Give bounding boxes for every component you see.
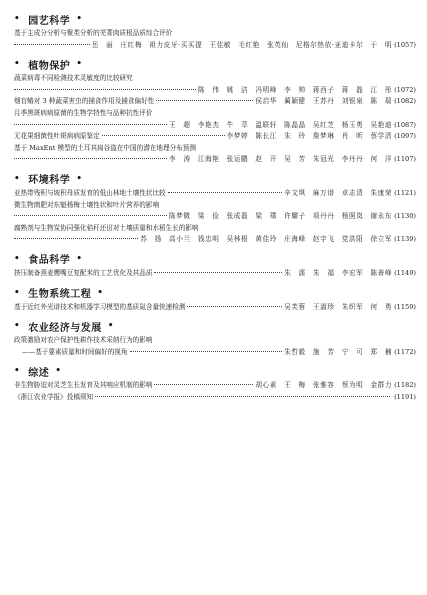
toc-entry[interactable] — [14, 73, 416, 85]
entry-authors: 朱 濡 朱 福 李宏军 陈善峰 — [284, 268, 393, 277]
bullet-icon: • — [76, 59, 83, 70]
entry-authors: 吴芙蓉 王淑珍 朱织军 何 勇 — [284, 302, 393, 311]
toc-entry[interactable] — [14, 211, 416, 223]
section-title: 园艺科学 — [28, 15, 71, 27]
toc-entry[interactable] — [14, 188, 416, 200]
leader-dots — [14, 238, 138, 239]
entry-title: 《浙江农业学报》投稿须知 — [14, 392, 94, 401]
entry-title: ——基于要素质量和时间偏好的视角 — [22, 347, 128, 356]
entry-title: 基于主成分分析与聚类分析的芜菁肉质根品质综合评价 — [14, 29, 173, 37]
entry-page: (1172) — [394, 347, 416, 356]
entry-title: 月季黑斑病病原菌的生物学特性与品种抗性评价 — [14, 108, 153, 117]
toc-entry[interactable] — [14, 392, 416, 404]
entry-page: (1057) — [394, 40, 416, 49]
section-heading — [14, 55, 416, 73]
toc-entry[interactable] — [14, 40, 416, 52]
entry-title: 无花果细菌性叶斑病病原鉴定 — [14, 132, 100, 141]
toc-entry[interactable] — [14, 154, 416, 166]
entry-page: (1107) — [394, 155, 416, 164]
bullet-icon: • — [14, 173, 21, 184]
leader-dots — [154, 272, 282, 273]
entry-page: (1087) — [394, 120, 416, 129]
leader-dots — [168, 192, 283, 193]
toc-entry[interactable] — [14, 335, 416, 347]
leader-dots — [130, 351, 283, 352]
section-title: 综述 — [28, 367, 50, 379]
toc-entry[interactable] — [14, 108, 416, 120]
leader-dots — [14, 158, 167, 159]
entry-page: (1130) — [394, 212, 416, 221]
toc-entry[interactable] — [14, 380, 416, 392]
entry-authors: 胡心素 王 梅 张雅容 蔡为明 金群力 — [255, 381, 393, 390]
bullet-icon: • — [14, 253, 21, 264]
entry-page: (1191) — [394, 392, 416, 401]
toc-entry[interactable] — [14, 347, 416, 359]
bullet-icon: • — [55, 366, 62, 377]
entry-page: (1072) — [394, 85, 416, 94]
entry-title: 烟盲蝽对 3 种蔬菜害虫的捕食作用及捕食偏好性 — [14, 97, 155, 106]
entry-title: 挤压制备燕麦鹰嘴豆复配米的工艺优化及其品质 — [14, 268, 153, 277]
toc-entry[interactable] — [14, 223, 416, 235]
section-heading — [14, 10, 416, 28]
bullet-icon: • — [76, 14, 83, 24]
section-title: 生物系统工程 — [28, 289, 92, 300]
entry-authors: 侯启华 蔺颖健 王苏丹 刘银泉 陈 瑞 — [255, 97, 393, 106]
table-of-contents — [14, 6, 416, 403]
entry-title: 非生物胁迫对灵芝生长发育及其响应机制的影响 — [14, 381, 153, 390]
leader-dots — [14, 44, 90, 45]
toc-entry[interactable] — [14, 302, 416, 314]
toc-entry[interactable] — [14, 85, 416, 97]
leader-dots — [156, 100, 253, 101]
entry-authors: 苏 扬 高小兰 钱忠明 吴林根 黄佳玲 庄海峰 赵宇飞 党洪阳 徐立军 — [140, 235, 393, 244]
section-title: 环境科学 — [28, 175, 71, 187]
entry-page: (1149) — [394, 268, 416, 277]
section-title: 植物保护 — [28, 60, 71, 72]
toc-entry[interactable] — [14, 96, 416, 108]
entry-title: 腐熟剂与生物炭协同强化秸秆还田对土壤质量和水稻生长的影响 — [14, 223, 199, 232]
entry-authors: 李 涛 江海艳 张运鹏 赵 开 吴 芳 朱冠光 李丹丹 何 洋 — [169, 155, 393, 164]
bullet-icon: • — [76, 173, 83, 184]
leader-dots — [95, 396, 390, 397]
entry-title: 蔬菜病毒不同检测技术灵敏度的比较研究 — [14, 74, 133, 83]
bullet-icon: • — [14, 287, 21, 298]
bullet-icon: • — [14, 321, 21, 332]
toc-entry[interactable] — [14, 234, 416, 246]
entry-title: 基于 MaxEnt 模型的土耳其扁谷盗在中国的潜在地理分布预测 — [14, 143, 196, 152]
toc-entry[interactable] — [14, 28, 416, 40]
entry-title: 亚热带残积与坡积母质发育的低山林地土壤性状比较 — [14, 188, 166, 197]
section-heading — [14, 284, 416, 302]
entry-authors: 陈 伟 姚 洁 冯明峰 李 帅 蒋西子 蒋 磊 江 彤 — [197, 85, 393, 94]
bullet-icon: • — [14, 366, 21, 377]
section-heading — [14, 362, 416, 380]
entry-authors: 李梦婷 陈长江 朱 玲 詹梦琳 肖 昕 蔡学清 — [226, 132, 393, 141]
leader-dots — [14, 89, 196, 90]
entry-authors: 岳 丽 庄红梅 祖力皮牙·买买提 王佳敏 毛红艳 张英仙 尼格尔热依·亚迪卡尔 于 明 — [91, 40, 393, 49]
bullet-icon: • — [14, 14, 21, 24]
toc-entry[interactable] — [14, 120, 416, 132]
leader-dots — [187, 306, 282, 307]
bullet-icon: • — [14, 59, 21, 70]
bullet-icon: • — [107, 321, 115, 332]
leader-dots — [102, 135, 225, 136]
entry-page: (1159) — [394, 302, 416, 311]
bullet-icon: • — [97, 287, 104, 298]
section-heading — [14, 317, 416, 335]
entry-authors: 朱哲毅 施 芳 宁 可 郑 楠 — [284, 347, 393, 356]
entry-page: (1139) — [394, 235, 416, 244]
toc-entry[interactable] — [14, 131, 416, 143]
section-title: 食品科学 — [28, 255, 71, 267]
entry-page: (1097) — [394, 132, 416, 141]
leader-dots — [14, 124, 167, 125]
leader-dots — [154, 384, 253, 385]
entry-authors: 辛文琪 麻万谱 卓志清 朱康荣 — [284, 188, 393, 197]
entry-title: 微生物菌肥对东魁杨梅土壤性状和叶片营养的影响 — [14, 200, 160, 209]
leader-dots — [14, 215, 167, 216]
toc-entry[interactable] — [14, 268, 416, 280]
section-title: 农业经济与发展 — [28, 322, 102, 334]
entry-page: (1182) — [394, 381, 416, 390]
entry-authors: 王 超 李艳杰 牛 萃 温联轩 陈晶晶 吴红芝 杨玉勇 吴艳迪 — [169, 120, 393, 129]
entry-title: 基于近红外光谱技术和机器学习模型的基质氮含量快速检测 — [14, 302, 186, 311]
entry-page: (1121) — [394, 188, 416, 197]
toc-entry[interactable] — [14, 200, 416, 212]
entry-authors: 陈梦微 梁 俭 张成磊 梁 璞 许耀子 项丹丹 杨照岚 谢永东 — [169, 212, 393, 221]
toc-entry[interactable] — [14, 143, 416, 155]
entry-title: 政策激励对农户保护性耕作技术采纳行为的影响 — [14, 336, 153, 345]
section-heading — [14, 250, 416, 268]
entry-page: (1082) — [394, 97, 416, 106]
bullet-icon: • — [76, 253, 83, 264]
section-heading — [14, 170, 416, 188]
